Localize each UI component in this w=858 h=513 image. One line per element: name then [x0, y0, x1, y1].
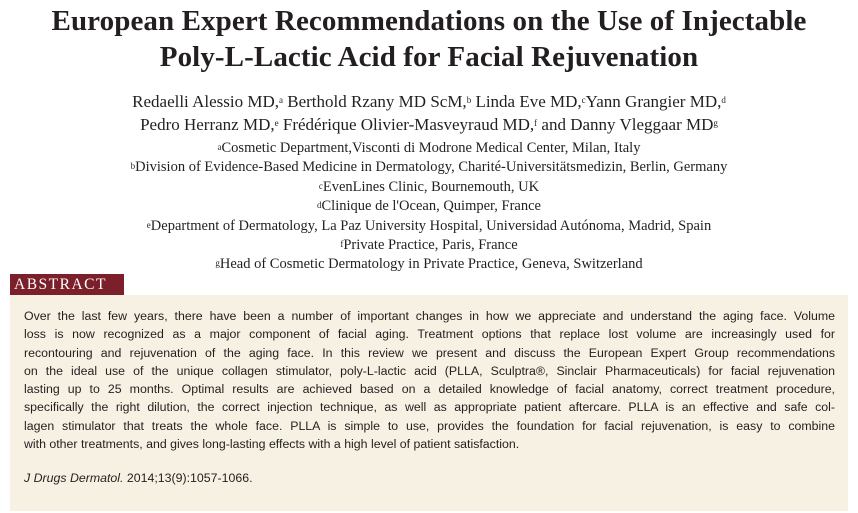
citation-journal: J Drugs Dermatol. [24, 471, 124, 486]
author-sup: b [466, 95, 472, 105]
affiliation-sup: d [317, 200, 322, 211]
author-sup: d [721, 95, 726, 105]
affiliation-sup: g [215, 258, 220, 269]
abstract-line: lasting up to 25 months. Optimal results are achieved based on a detailed knowledge of facial anatomy, correct treatment procedure, [24, 382, 835, 397]
citation [24, 469, 835, 487]
author-sup: e [274, 118, 279, 128]
title-line-2: Poly-L-Lactic Acid for Facial Rejuvenation [159, 41, 699, 73]
affiliation-text: Cosmetic Department,Visconti di Modrone Medical Center, Milan, Italy [221, 140, 641, 156]
citation-details: 2014;13(9):1057-1066. [123, 471, 253, 486]
affiliation-item [0, 197, 858, 216]
article-title [0, 3, 858, 75]
affiliation-item [0, 236, 858, 255]
affiliation-sup: b [130, 161, 136, 172]
author-list [0, 90, 858, 136]
author-name: and Danny Vleggaar MD [541, 115, 714, 134]
affiliation-sup: e [146, 219, 151, 230]
affiliation-item [0, 158, 858, 177]
abstract-line: with other treatments, and gives long-lasting effects with a high level of patient satisfaction. [24, 437, 520, 452]
abstract-box [10, 295, 848, 511]
abstract-line: on the ideal use of the unique collagen stimulator, poly-L-lactic acid (PLLA, Sculptra®, Sinclair Pharmaceuticals) for facial rejuvenation [24, 363, 835, 378]
abstract-line: Over the last few years, there have been a number of important changes in how we appreciate and understand the aging face. Volume [24, 309, 835, 323]
title-line-1: European Expert Recommendations on the Use of Injectable [51, 5, 807, 37]
affiliation-item [0, 255, 858, 274]
author-sup: f [534, 118, 538, 128]
affiliation-sup: f [340, 239, 344, 250]
author-sup: g [713, 118, 718, 128]
author-line-1 [0, 90, 858, 113]
affiliation-sup: a [217, 142, 222, 152]
affiliation-text: Department of Dermatology, La Paz University Hospital, Universidad Autónoma, Madrid, Spain [150, 217, 712, 234]
abstract-line: loss is now recognized as a major component of facial aging. Treatment options that replace lost volume are increasingly used for [24, 327, 835, 342]
author-sup: a [279, 95, 283, 105]
author-name: Yann Grangier MD, [585, 92, 722, 111]
affiliation-item [0, 139, 858, 158]
affiliation-item [0, 217, 858, 236]
author-name: Linda Eve MD, [475, 92, 582, 111]
author-name: Redaelli Alessio MD, [132, 92, 279, 111]
author-name: Berthold Rzany MD ScM, [287, 92, 467, 111]
abstract-body [24, 307, 835, 453]
affiliation-sup: c [318, 180, 323, 191]
affiliation-text: Division of Evidence-Based Medicine in Dermatology, Charité-Universitätsmedizin, Berlin, Germany [135, 159, 728, 176]
abstract-line: recontouring and rejuvenation of the aging face. In this review we present and discuss the European Expert Group recommendations [24, 345, 835, 360]
affiliation-list [0, 139, 858, 275]
author-line-2 [0, 113, 858, 136]
affiliation-text: Head of Cosmetic Dermatology in Private Practice, Geneva, Switzerland [219, 256, 643, 273]
abstract-heading: ABSTRACT [10, 274, 124, 296]
affiliation-text: Private Practice, Paris, France [343, 237, 518, 254]
affiliation-text: Clinique de l'Ocean, Quimper, France [321, 198, 541, 215]
affiliation-item [0, 178, 858, 197]
abstract-line: specifically the right dilution, the correct injection technique, as well as appropriate patient aftercare. PLLA is an effective and safe col- [24, 400, 835, 415]
author-name: Frédérique Olivier-Masveyraud MD, [282, 115, 535, 134]
abstract-line: lagen stimulator that treats the whole face. PLLA is simple to use, provides the foundation for facial rejuvenation, is easy to combine [24, 418, 835, 433]
affiliation-text: EvenLines Clinic, Bournemouth, UK [322, 178, 540, 195]
author-name: Pedro Herranz MD, [140, 115, 275, 134]
author-sup: c [581, 95, 586, 105]
